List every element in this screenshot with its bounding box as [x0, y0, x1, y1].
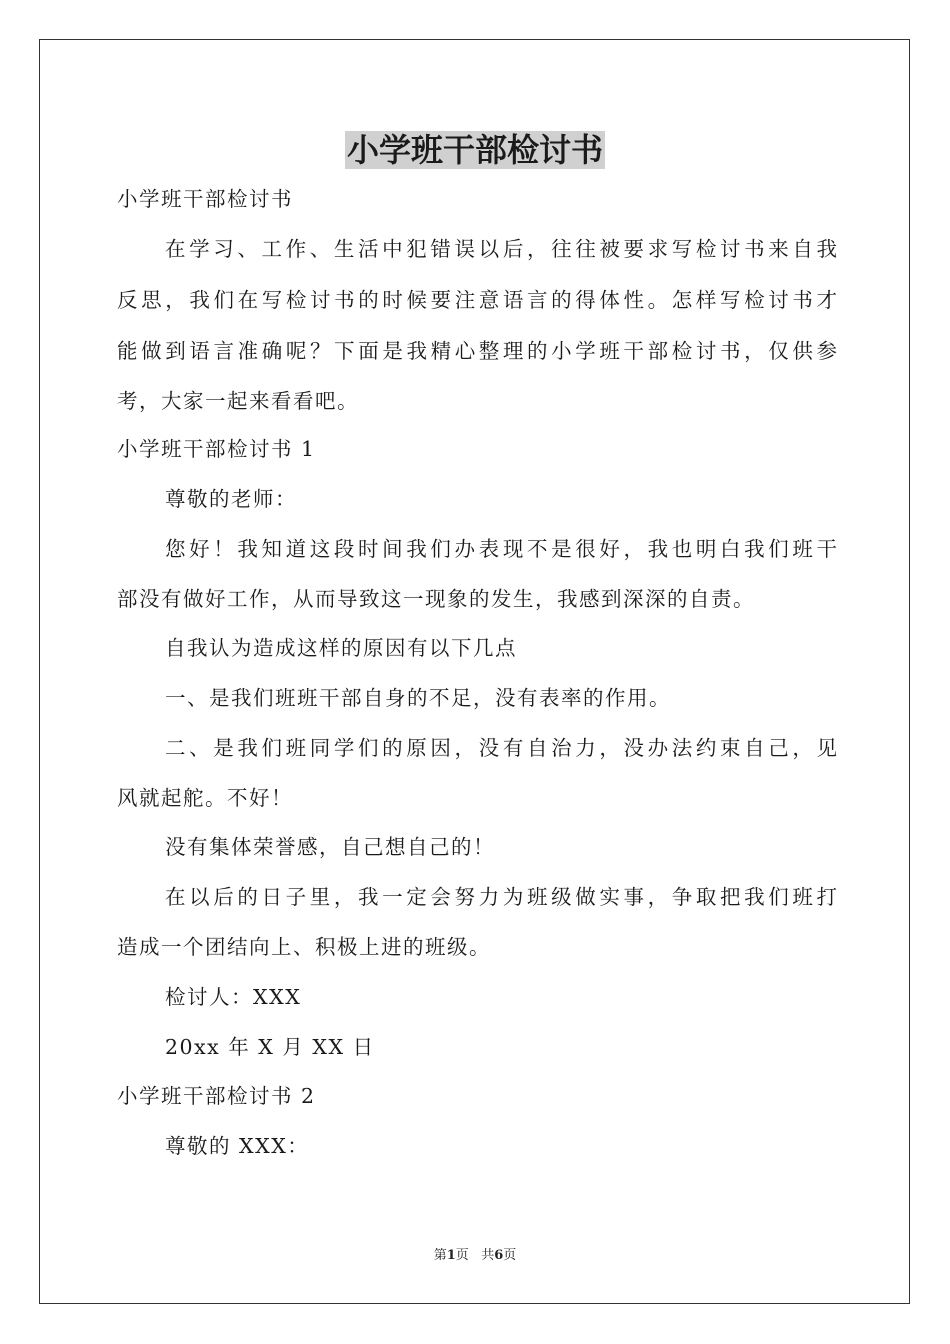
section-heading: 小学班干部检讨书 1	[117, 437, 316, 461]
footer-page-unit: 页	[455, 1248, 469, 1263]
paragraph-line: 考，大家一起来看看吧。	[117, 389, 359, 413]
section-heading: 小学班干部检讨书 2	[117, 1084, 316, 1108]
paragraph-line: 在学习、工作、生活中犯错误以后，往往被要求写检讨书来自我	[165, 237, 837, 261]
paragraph-line: 二、是我们班同学们的原因，没有自治力，没办法约束自己，见	[165, 736, 837, 760]
paragraph-line: 反思，我们在写检讨书的时候要注意语言的得体性。怎样写检讨书才	[117, 288, 837, 312]
subtitle-line: 小学班干部检讨书	[117, 187, 293, 211]
paragraph-line: 在以后的日子里，我一定会努力为班级做实事，争取把我们班打	[165, 885, 837, 909]
document-title-text: 小学班干部检讨书	[346, 131, 603, 169]
paragraph-line: 自我认为造成这样的原因有以下几点	[165, 636, 517, 660]
paragraph-line: 能做到语言准确呢？下面是我精心整理的小学班干部检讨书，仅供参	[117, 339, 837, 363]
total-pages-number: 6	[494, 1248, 504, 1263]
footer-prefix: 第	[433, 1248, 447, 1263]
document-title	[0, 126, 950, 174]
salutation-line: 尊敬的老师：	[165, 487, 297, 511]
paragraph-line: 没有集体荣誉感，自己想自己的！	[165, 835, 495, 859]
signature-line: 检讨人：XXX	[165, 985, 302, 1009]
paragraph-line: 造成一个团结向上、积极上进的班级。	[117, 935, 491, 959]
paragraph-line: 您好！我知道这段时间我们办表现不是很好，我也明白我们班干	[165, 537, 837, 561]
paragraph-line: 部没有做好工作，从而导致这一现象的发生，我感到深深的自责。	[117, 587, 755, 611]
salutation-line: 尊敬的 XXX：	[165, 1134, 310, 1158]
current-page-number: 1	[446, 1248, 456, 1263]
page-footer	[0, 1247, 950, 1265]
footer-total-prefix: 共	[481, 1248, 495, 1263]
paragraph-line: 风就起舵。不好！	[117, 786, 293, 810]
paragraph-line: 一、是我们班班干部自身的不足，没有表率的作用。	[165, 686, 671, 710]
footer-total-unit: 页	[503, 1248, 517, 1263]
date-line: 20xx 年 X 月 XX 日	[165, 1035, 375, 1059]
page-frame	[39, 39, 910, 1304]
